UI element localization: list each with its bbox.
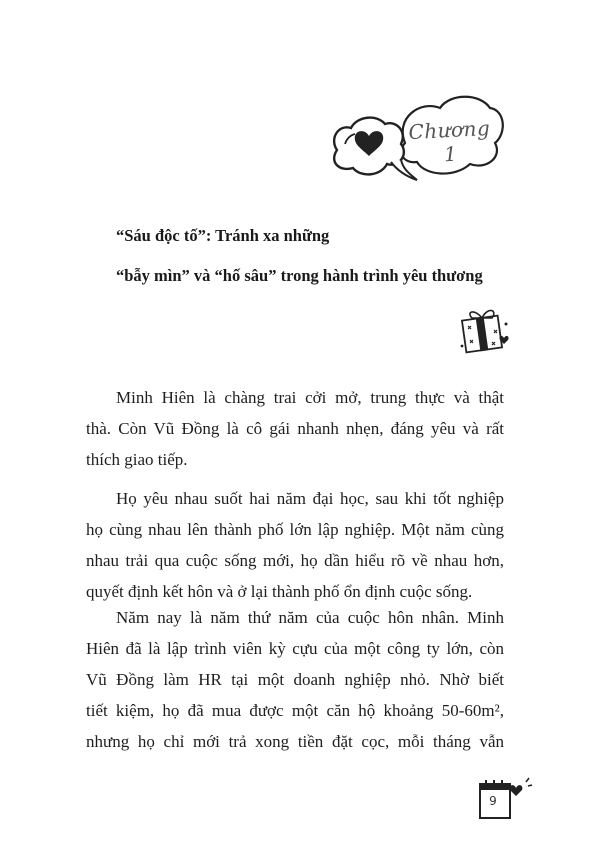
paragraph-line: quyết định kết hôn và ở lại thành phố ổn định cuộc sống. bbox=[86, 582, 473, 601]
paragraph-line: Năm nay là năm thứ năm của cuộc hôn nhân. Minh bbox=[116, 608, 504, 627]
paragraph-line: Họ yêu nhau suốt hai năm đại học, sau khi tốt nghiệp bbox=[116, 489, 504, 508]
paragraph-line: nhưng họ chỉ mới trả xong tiền đặt cọc, mỗi tháng vẫn bbox=[86, 732, 504, 751]
chapter-title-line-1: “Sáu độc tố”: Tránh xa những bbox=[116, 226, 330, 245]
paragraph-3 bbox=[86, 602, 504, 757]
paragraph-2 bbox=[86, 483, 504, 607]
paragraph-line: họ cùng nhau lên thành phố lớn lập nghiệp. Một năm cùng bbox=[86, 520, 504, 539]
paragraph-line: thích giao tiếp. bbox=[86, 450, 188, 469]
chapter-label: Chương 1 bbox=[407, 115, 491, 167]
chapter-title-line-2: “bẫy mìn” và “hố sâu” trong hành trình yêu thương bbox=[116, 266, 483, 285]
paragraph-line: Hiên đã là lập trình viên kỳ cựu của một công ty lớn, còn bbox=[86, 639, 504, 658]
paragraph-line: Vũ Đồng làm HR tại một doanh nghiệp nhỏ. Nhờ biết bbox=[86, 670, 504, 689]
paragraph-line: nhau trải qua cuộc sống mới, họ dần hiểu rõ về nhau hơn, bbox=[86, 551, 504, 570]
paragraph-line: thà. Còn Vũ Đồng là cô gái nhanh nhẹn, đáng yêu và rất bbox=[86, 419, 504, 438]
page-number: 9 bbox=[489, 794, 497, 808]
paragraph-1 bbox=[86, 382, 504, 475]
paragraph-line: Minh Hiên là chàng trai cởi mở, trung thực và thật bbox=[116, 388, 504, 407]
paragraph-line: tiết kiệm, họ đã mua được một căn hộ khoảng 50-60m², bbox=[86, 701, 504, 720]
gift-box-icon bbox=[456, 298, 514, 356]
